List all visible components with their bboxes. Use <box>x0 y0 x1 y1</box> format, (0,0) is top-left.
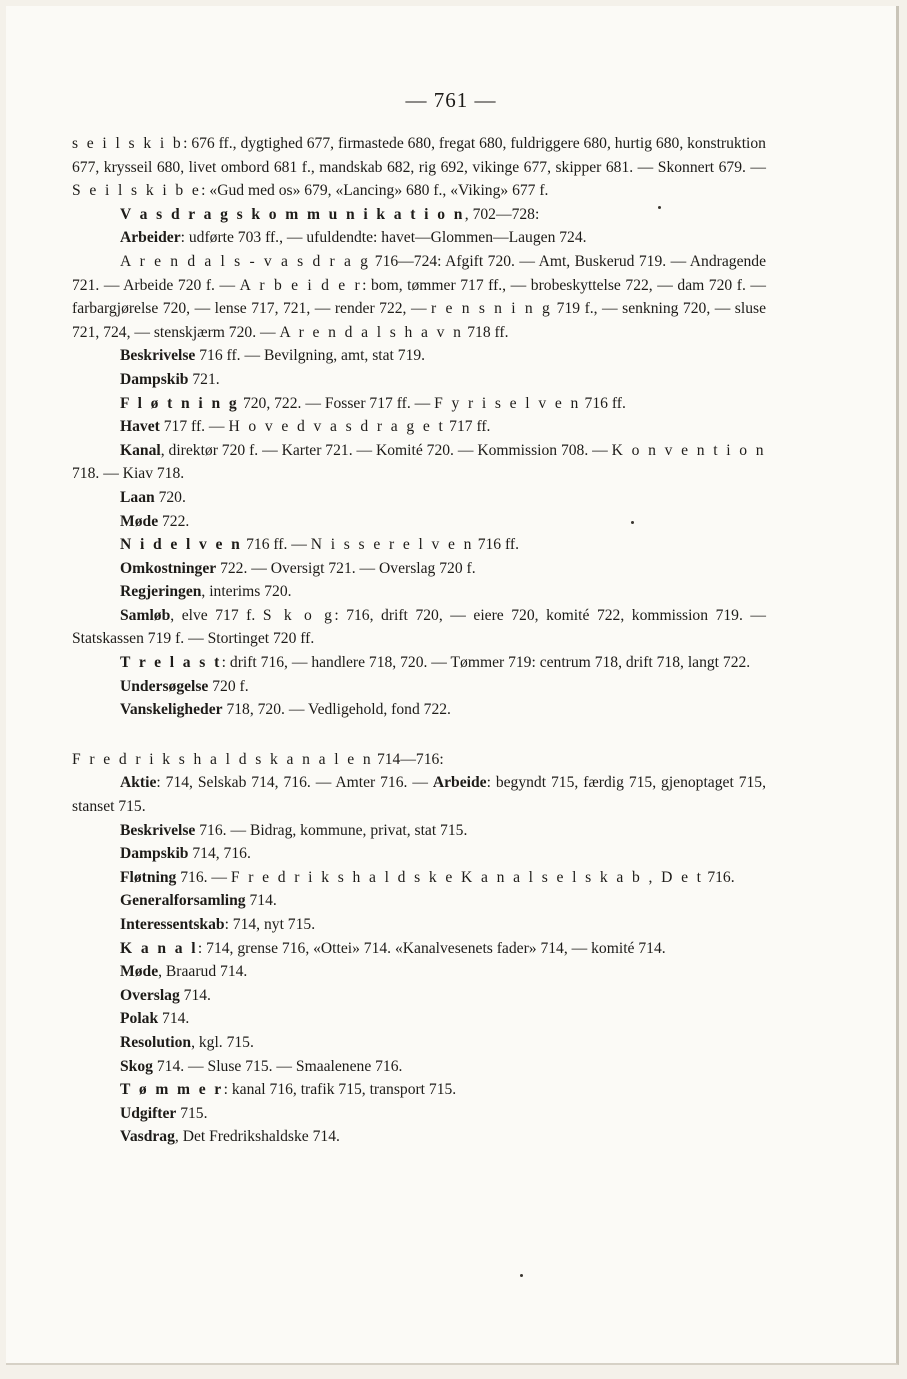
entry-term: Arbeider <box>120 229 181 247</box>
entry-term: T ø m m e r <box>120 1081 224 1099</box>
entry-term: Dampskib <box>120 845 189 863</box>
index-entry-beskrivelse <box>72 344 766 368</box>
entry-text: 714, 716. <box>188 845 251 863</box>
entry-text: : kanal 716, trafik 715, transport 715. <box>223 1081 457 1099</box>
entry-text: , Braarud 714. <box>158 963 248 981</box>
index-entry-omkostninger <box>72 557 766 581</box>
paper-speck <box>658 206 661 209</box>
entry-term: Havet <box>120 418 160 436</box>
entry-text: 714. <box>179 986 211 1004</box>
entry-term: Aktie <box>120 774 157 792</box>
entry-term: Polak <box>120 1010 159 1028</box>
index-entry-arendals-vasdrag <box>72 250 766 344</box>
entry-term: S k o g <box>262 606 335 624</box>
entry-text: 722. <box>158 512 190 530</box>
entry-term: A r e n d a l s - v a s d r a g <box>120 252 371 270</box>
entry-text: , 702—728: <box>464 205 540 223</box>
entry-text: : bom, tømmer 717 ff., — brobeskyttelse 722, — dam 720 f. — farbargjørelse 720, — lense 717, 721, — render 722, — <box>72 276 766 318</box>
entry-text: 714. <box>158 1010 190 1028</box>
entry-term: Vanskeligheder <box>120 701 223 719</box>
paper-speck <box>520 1274 523 1277</box>
index-entry-interessentskab <box>72 913 766 937</box>
entry-text: 714. <box>245 892 277 910</box>
entry-text: , direktør 720 f. — Karter 721. — Komité 720. — Kommission 708. — <box>160 441 612 459</box>
entry-term: K a n a l <box>120 939 198 957</box>
entry-text: 718. — Kiav 718. <box>72 465 185 483</box>
entry-term: Skog <box>120 1057 153 1075</box>
entry-term: Laan <box>120 488 155 506</box>
entry-term: Undersøgelse <box>120 677 209 695</box>
entry-term: Beskrivelse <box>120 347 196 365</box>
entry-text: 719 f., — senkning 720, — sluse 721, 724, — stenskjærm 720. — <box>72 300 766 341</box>
entry-text: : 714, Selskab 714, 716. — Amter 716. — <box>156 774 433 792</box>
entry-term: Møde <box>120 512 159 530</box>
entry-text: 715. <box>176 1104 208 1122</box>
entry-term: Udgifter <box>120 1104 177 1122</box>
entry-text: 720 f. <box>208 677 249 695</box>
entry-text: 716. <box>703 868 735 886</box>
entry-term: Dampskib <box>120 370 189 388</box>
entry-text: : «Gud med os» 679, «Lancing» 680 f., «Viking» 677 f. <box>201 182 549 200</box>
index-entry-trelast <box>72 651 766 675</box>
entry-term: s e i l s k i b <box>72 135 184 152</box>
document-page <box>6 6 899 1365</box>
entry-text: : 714, nyt 715. <box>224 916 316 933</box>
index-entry-kanal-2 <box>72 937 766 961</box>
entry-text: : udførte 703 ff., — ufuldendte: havet—Glommen—Laugen 724. <box>180 229 587 247</box>
entry-text: , elve 717 f. <box>170 606 263 624</box>
index-entry-vasdrag <box>72 1125 766 1149</box>
entry-text: 722. — Oversigt 721. — Overslag 720 f. <box>216 559 476 577</box>
entry-term: Interessentskab <box>120 916 225 933</box>
entry-term: Resolution <box>120 1033 192 1051</box>
section-heading: V a s d r a g s k o m m u n i k a t i o n <box>120 205 465 223</box>
index-entry-arbeider <box>72 226 766 250</box>
entry-text: : drift 716, — handlere 718, 720. — Tømmer 719: centrum 718, drift 718, langt 722. <box>221 654 751 672</box>
entry-term: K o n v e n t i o n <box>611 441 766 459</box>
index-entry-dampskib-2 <box>72 842 766 866</box>
section-gap <box>72 722 766 748</box>
entry-text: 717 ff. — <box>159 418 229 436</box>
entry-term: Overslag <box>120 986 180 1004</box>
index-entry-vanskeligheder <box>72 698 766 722</box>
index-entry-mode <box>72 510 766 534</box>
entry-text: 716 ff. <box>473 536 519 554</box>
entry-term: N i s s e r e l v e n <box>310 536 474 554</box>
index-heading-fredrikshaldskanalen <box>72 748 766 772</box>
entry-text: 716 ff. <box>580 394 626 412</box>
entry-term: Regjeringen <box>120 583 202 601</box>
entry-text: 714—716: <box>373 750 444 768</box>
entry-text: 720, 722. — Fosser 717 ff. — <box>239 394 435 412</box>
entry-term: Samløb <box>120 606 171 624</box>
entry-term: Generalforsamling <box>120 892 246 910</box>
index-heading-vasdragskommunikation <box>72 203 766 227</box>
entry-text: 716—724: Afgift 720. — Amt, Buskerud 719. — Andragende 721. — Arbeide 720 f. — <box>72 252 767 294</box>
index-entry-overslag <box>72 984 766 1008</box>
index-entry-seilskib <box>72 132 766 203</box>
entry-term: r e n s n i n g <box>431 300 553 318</box>
entry-text: : 716, drift 720, — eiere 720, komité 722, kommission 719. — Statskassen 719 f. — Stortinget 720 ff. <box>72 606 767 648</box>
entry-term: F y r i s e l v e n <box>434 394 581 412</box>
index-entry-nidelven <box>72 533 766 557</box>
entry-text: : 714, grense 716, «Ottei» 714. «Kanalvesenets fader» 714, — komité 714. <box>197 939 666 957</box>
index-entry-kanal <box>72 439 766 486</box>
entry-text: : 676 ff., dygtighed 677, firmastede 680, fregat 680, fuldriggere 680, hurtig 680, konstruktion 677, krysseil 680, livet ombord 681 f., mandskab 682, rig 692, vikinge 677, skipper 681. — Skonnert 679. — <box>72 135 766 176</box>
index-entry-havet <box>72 415 766 439</box>
entry-text: , interims 720. <box>201 583 292 601</box>
index-entry-laan <box>72 486 766 510</box>
index-entry-mode-2 <box>72 960 766 984</box>
index-entry-udgifter <box>72 1102 766 1126</box>
index-text <box>72 132 766 1149</box>
entry-text: 718, 720. — Vedligehold, fond 722. <box>222 701 451 719</box>
index-entry-skog <box>72 1055 766 1079</box>
index-entry-dampskib <box>72 368 766 392</box>
entry-text: 717 ff. <box>445 418 491 436</box>
entry-text: 716 ff. — Bevilgning, amt, stat 719. <box>195 347 426 365</box>
entry-term: F l ø t n i n g <box>120 394 240 412</box>
index-entry-samlob <box>72 604 766 651</box>
index-entry-resolution <box>72 1031 766 1055</box>
entry-term: N i d e l v e n <box>120 536 243 554</box>
entry-term: A r b e i d e r <box>239 276 363 294</box>
entry-text: 716 ff. — <box>242 536 311 554</box>
index-entry-aktie <box>72 771 766 818</box>
index-entry-flotning-2 <box>72 866 766 890</box>
entry-term: Møde <box>120 963 159 981</box>
page-number: — 761 — <box>405 88 497 112</box>
entry-text: 716. — Bidrag, kommune, privat, stat 715. <box>195 821 468 839</box>
index-entry-generalforsamling <box>72 889 766 913</box>
paper-speck <box>631 521 634 524</box>
entry-term: S e i l s k i b e <box>72 182 202 200</box>
entry-text: 714. — Sluse 715. — Smaalenene 716. <box>152 1057 403 1075</box>
entry-term: Fløtning <box>120 868 177 886</box>
entry-term: F r e d r i k s h a l d s k e K a n a l s e l s k a b , D e t <box>230 868 704 886</box>
entry-text: 718 ff. <box>463 323 509 341</box>
index-entry-flotning <box>72 392 766 416</box>
entry-term: Vasdrag <box>120 1128 175 1146</box>
entry-text: : begyndt 715, færdig 715, gjenoptaget 715, stanset 715. <box>72 774 766 816</box>
index-entry-regjeringen <box>72 580 766 604</box>
entry-term: Arbeide <box>432 774 487 792</box>
section-heading: F r e d r i k s h a l d s k a n a l e n <box>72 750 374 768</box>
index-entry-undersogelse <box>72 675 766 699</box>
index-entry-polak <box>72 1007 766 1031</box>
entry-term: H o v e d v a s d r a g e t <box>228 418 446 436</box>
entry-term: A r e n d a l s h a v n <box>279 323 464 341</box>
entry-text: 716. — <box>176 868 231 886</box>
entry-text: , kgl. 715. <box>191 1033 254 1051</box>
entry-term: Beskrivelse <box>120 821 196 839</box>
entry-term: T r e l a s t <box>120 654 222 672</box>
index-entry-tommer <box>72 1078 766 1102</box>
entry-text: , Det Fredrikshaldske 714. <box>174 1128 340 1146</box>
entry-text: 721. <box>188 370 220 388</box>
entry-text: 720. <box>154 488 186 506</box>
entry-term: Kanal <box>120 441 161 459</box>
entry-term: Omkostninger <box>120 559 217 577</box>
index-entry-beskrivelse-2 <box>72 819 766 843</box>
